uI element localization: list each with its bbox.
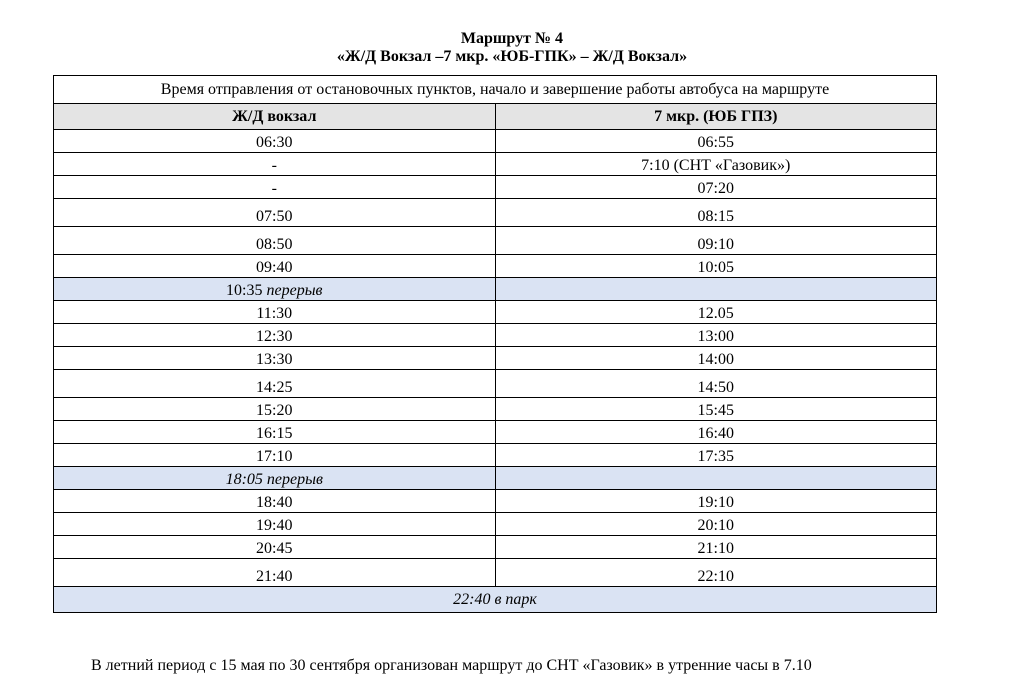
table-row — [54, 398, 937, 421]
departure-station: 18:40 — [54, 490, 496, 513]
table-row — [54, 370, 937, 398]
departure-station: 16:15 — [54, 421, 496, 444]
depot-return: 22:40 в парк — [54, 587, 937, 613]
departure-station: - — [54, 176, 496, 199]
break-label: 18:05 перерыв — [225, 471, 323, 488]
departure-district: 10:05 — [495, 255, 937, 278]
schedule-table — [53, 75, 937, 613]
table-row — [54, 490, 937, 513]
departure-station: 20:45 — [54, 536, 496, 559]
departure-station: 19:40 — [54, 513, 496, 536]
table-header-row — [54, 104, 937, 130]
departure-station: 08:50 — [54, 227, 496, 255]
col-header-station: Ж/Д вокзал — [54, 104, 496, 130]
departure-station: 14:25 — [54, 370, 496, 398]
departure-station: - — [54, 153, 496, 176]
departure-district: 07:20 — [495, 176, 937, 199]
departure-station: 15:20 — [54, 398, 496, 421]
departure-district: 12.05 — [495, 301, 937, 324]
table-row — [54, 301, 937, 324]
departure-district: 08:15 — [495, 199, 937, 227]
break-empty-cell — [495, 278, 937, 301]
route-title: Маршрут № 4 — [460, 30, 564, 47]
table-caption-row — [54, 76, 937, 104]
departure-station: 09:40 — [54, 255, 496, 278]
route-subtitle: «Ж/Д Вокзал –7 мкр. «ЮБ-ГПК» – Ж/Д Вокзал» — [336, 48, 688, 65]
departure-district: 14:50 — [495, 370, 937, 398]
departure-station: 13:30 — [54, 347, 496, 370]
departure-district: 06:55 — [495, 130, 937, 153]
table-row — [54, 130, 937, 153]
break-cell — [54, 467, 496, 490]
break-time: 10:35 — [226, 282, 263, 299]
table-footer-row — [54, 587, 937, 613]
break-label: перерыв — [266, 282, 323, 299]
break-row — [54, 278, 937, 301]
departure-station: 17:10 — [54, 444, 496, 467]
break-cell — [54, 278, 496, 301]
departure-station: 11:30 — [54, 301, 496, 324]
departure-station: 07:50 — [54, 199, 496, 227]
departure-district: 09:10 — [495, 227, 937, 255]
departure-station: 06:30 — [54, 130, 496, 153]
table-row — [54, 536, 937, 559]
departure-district: 14:00 — [495, 347, 937, 370]
table-row — [54, 199, 937, 227]
table-row — [54, 513, 937, 536]
departure-district: 7:10 (СНТ «Газовик») — [495, 153, 937, 176]
departure-district: 22:10 — [495, 559, 937, 587]
departure-district: 17:35 — [495, 444, 937, 467]
departure-station: 12:30 — [54, 324, 496, 347]
summer-note: В летний период с 15 мая по 30 сентября организован маршрут до СНТ «Газовик» в утренние часы в 7.10 — [91, 657, 812, 674]
table-row — [54, 324, 937, 347]
departure-district: 13:00 — [495, 324, 937, 347]
departure-district: 19:10 — [495, 490, 937, 513]
table-caption: Время отправления от остановочных пунктов, начало и завершение работы автобуса на маршруте — [54, 76, 937, 104]
departure-station: 21:40 — [54, 559, 496, 587]
table-row — [54, 559, 937, 587]
table-row — [54, 255, 937, 278]
table-row — [54, 176, 937, 199]
table-row — [54, 421, 937, 444]
departure-district: 21:10 — [495, 536, 937, 559]
table-row — [54, 227, 937, 255]
col-header-district: 7 мкр. (ЮБ ГПЗ) — [495, 104, 937, 130]
departure-district: 20:10 — [495, 513, 937, 536]
table-row — [54, 153, 937, 176]
table-row — [54, 347, 937, 370]
break-empty-cell — [495, 467, 937, 490]
table-row — [54, 444, 937, 467]
departure-district: 16:40 — [495, 421, 937, 444]
break-row — [54, 467, 937, 490]
departure-district: 15:45 — [495, 398, 937, 421]
